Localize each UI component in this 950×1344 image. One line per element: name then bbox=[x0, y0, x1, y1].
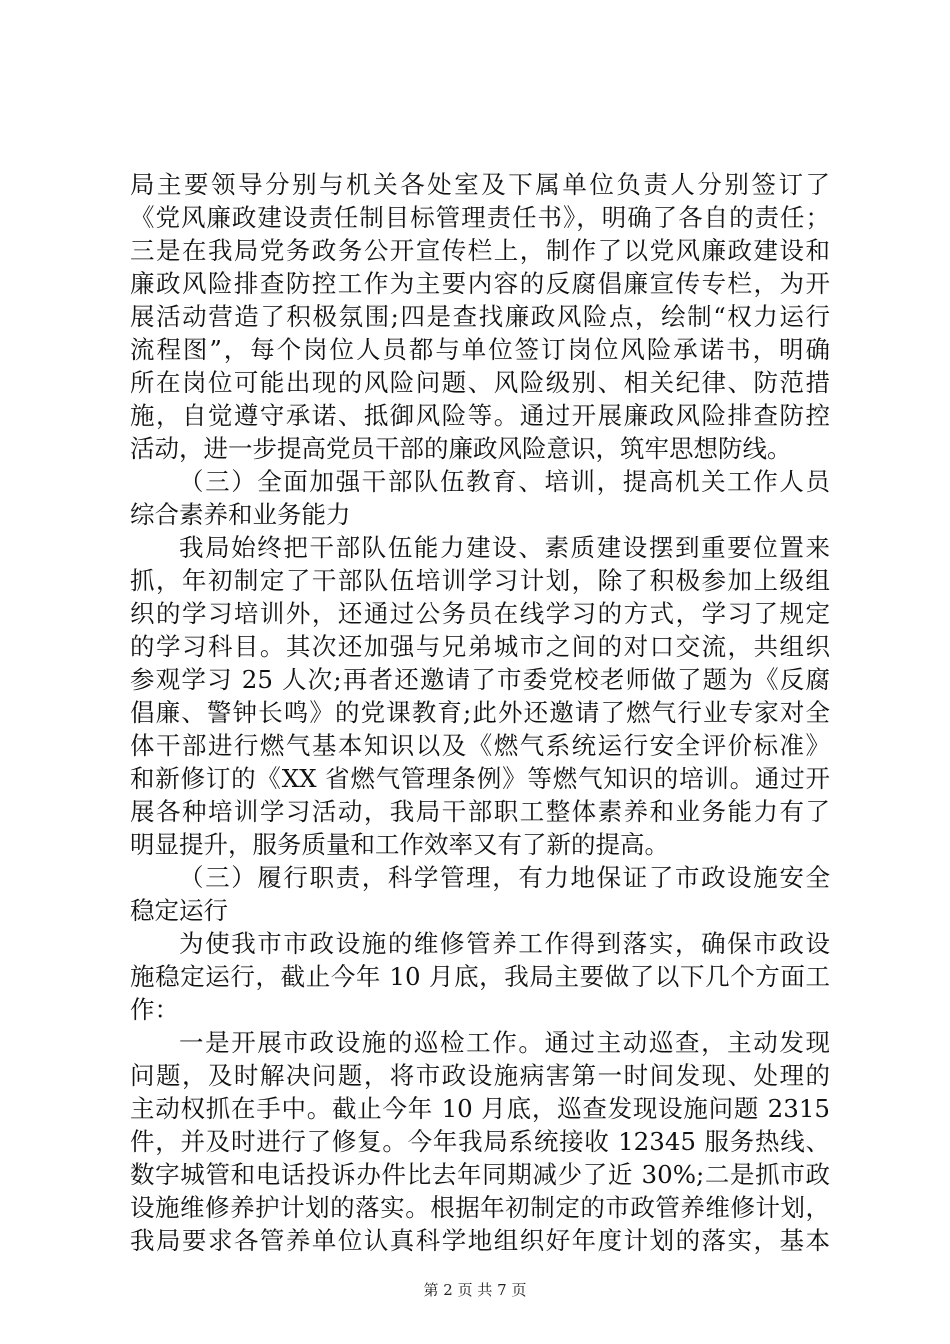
text-line: （三）履行职责，科学管理，有力地保证了市政设施安全 bbox=[179, 863, 830, 892]
text-line: 设施维修养护计划的落实。根据年初制定的市政管养维修计划， bbox=[130, 1193, 830, 1222]
text-line: 的学习科目。其次还加强与兄弟城市之间的对口交流，共组织 bbox=[130, 632, 830, 661]
page-footer: 第 2 页 共 7 页 bbox=[423, 1281, 527, 1299]
text-line: 展各种培训学习活动，我局干部职工整体素养和业务能力有了 bbox=[130, 797, 830, 826]
text-line: 廉政风险排查防控工作为主要内容的反腐倡廉宣传专栏，为开 bbox=[130, 269, 830, 298]
text-line: 所在岗位可能出现的风险问题、风险级别、相关纪律、防范措 bbox=[130, 368, 830, 397]
text-line: 局主要领导分别与机关各处室及下属单位负责人分别签订了 bbox=[130, 170, 830, 199]
text-line: 三是在我局党务政务公开宣传栏上，制作了以党风廉政建设和 bbox=[130, 236, 830, 265]
text-line: 明显提升，服务质量和工作效率又有了新的提高。 bbox=[130, 830, 669, 859]
text-line: 活动，进一步提高党员干部的廉政风险意识，筑牢思想防线。 bbox=[130, 434, 792, 463]
text-line: 为使我市市政设施的维修管养工作得到落实，确保市政设 bbox=[179, 929, 830, 958]
document-body bbox=[130, 168, 830, 1257]
text-line: 倡廉、警钟长鸣》的党课教育;此外还邀请了燃气行业专家对全 bbox=[130, 698, 830, 727]
text-line: 我局始终把干部队伍能力建设、素质建设摆到重要位置来 bbox=[179, 533, 830, 562]
text-line: 主动权抓在手中。截止今年 10 月底，巡查发现设施问题 2315 bbox=[130, 1094, 830, 1123]
text-line: 《党风廉政建设责任制目标管理责任书》，明确了各自的责任； bbox=[130, 203, 830, 232]
text-line: 一是开展市政设施的巡检工作。通过主动巡查，主动发现 bbox=[179, 1028, 830, 1057]
text-line: 体干部进行燃气基本知识以及《燃气系统运行安全评价标准》 bbox=[130, 731, 830, 760]
text-line: 织的学习培训外，还通过公务员在线学习的方式，学习了规定 bbox=[130, 599, 830, 628]
text-line: 和新修订的《XX 省燃气管理条例》等燃气知识的培训。通过开 bbox=[130, 764, 830, 793]
text-line: 施稳定运行，截止今年 10 月底，我局主要做了以下几个方面工 bbox=[130, 962, 830, 991]
text-line: 数字城管和电话投诉办件比去年同期减少了近 30%;二是抓市政 bbox=[130, 1160, 830, 1189]
text-line: 作： bbox=[130, 995, 179, 1024]
text-line: 展活动营造了积极氛围;四是查找廉政风险点，绘制“权力运行 bbox=[130, 302, 830, 331]
text-line: 我局要求各管养单位认真科学地组织好年度计划的落实，基本 bbox=[130, 1226, 830, 1255]
text-line: 件，并及时进行了修复。今年我局系统接收 12345 服务热线、 bbox=[130, 1127, 830, 1156]
text-line: 参观学习 25 人次;再者还邀请了市委党校老师做了题为《反腐 bbox=[130, 665, 830, 694]
text-line: 流程图”，每个岗位人员都与单位签订岗位风险承诺书，明确 bbox=[130, 335, 830, 364]
text-line: 综合素养和业务能力 bbox=[130, 500, 351, 529]
text-line: 抓，年初制定了干部队伍培训学习计划，除了积极参加上级组 bbox=[130, 566, 830, 595]
text-line: 稳定运行 bbox=[130, 896, 228, 925]
text-line: （三）全面加强干部队伍教育、培训，提高机关工作人员 bbox=[179, 467, 830, 496]
text-line: 施，自觉遵守承诺、抵御风险等。通过开展廉政风险排查防控 bbox=[130, 401, 830, 430]
text-line: 问题，及时解决问题，将市政设施病害第一时间发现、处理的 bbox=[130, 1061, 830, 1090]
